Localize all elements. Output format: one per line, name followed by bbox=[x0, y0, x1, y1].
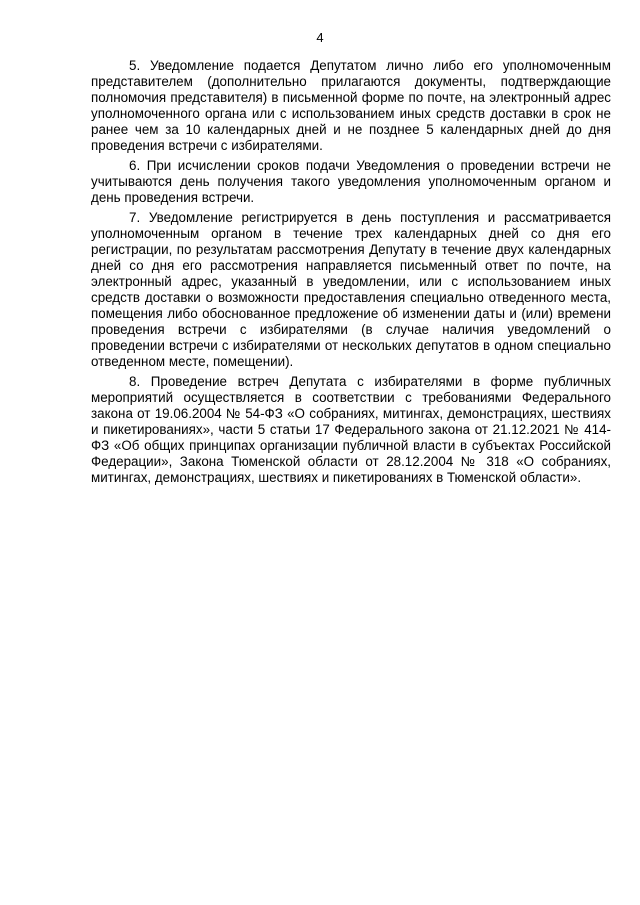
paragraph-6: 6. При исчислении сроков подачи Уведомления о проведении встречи не учитываются день получения такого уведомления уполномоченным органом и день проведения встречи. bbox=[91, 158, 611, 205]
document-body bbox=[91, 58, 611, 490]
paragraph-7: 7. Уведомление регистрируется в день поступления и рассматривается уполномоченным органом в течение трех календарных дней со дня его регистрации, по результатам рассмотрения Депутату в течение двух календарных дней со дня его рассмотрения направляется письменный ответ по почте, на электронный адрес, указанный в уведомлении, или с использованием иных средств доставки о возможности предоставления специально отведенного места, помещения либо обоснованное предложение об изменении даты и (или) времени проведения встречи с избирателями (в случае наличия уведомлений о проведении встречи с избирателями от нескольких депутатов в одном специально отведенном месте, помещении). bbox=[91, 210, 611, 369]
paragraph-5: 5. Уведомление подается Депутатом лично либо его уполномоченным представителем (дополнительно прилагаются документы, подтверждающие полномочия представителя) в письменной форме по почте, на электронный адрес уполномоченного органа или с использованием иных средств доставки в срок не ранее чем за 10 календарных дней и не позднее 5 календарных дней до дня проведения встречи с избирателями. bbox=[91, 58, 611, 153]
paragraph-8: 8. Проведение встреч Депутата с избирателями в форме публичных мероприятий осуществляется в соответствии с требованиями Федерального закона от 19.06.2004 № 54-ФЗ «О собраниях, митингах, демонстрациях, шествиях и пикетированиях», части 5 статьи 17 Федерального закона от 21.12.2021 № 414-ФЗ «Об общих принципах организации публичной власти в субъектах Российской Федерации», Закона Тюменской области от 28.12.2004 № 318 «О собраниях, митингах, демонстрациях, шествиях и пикетированиях в Тюменской области». bbox=[91, 374, 611, 485]
page-number: 4 bbox=[316, 30, 324, 45]
